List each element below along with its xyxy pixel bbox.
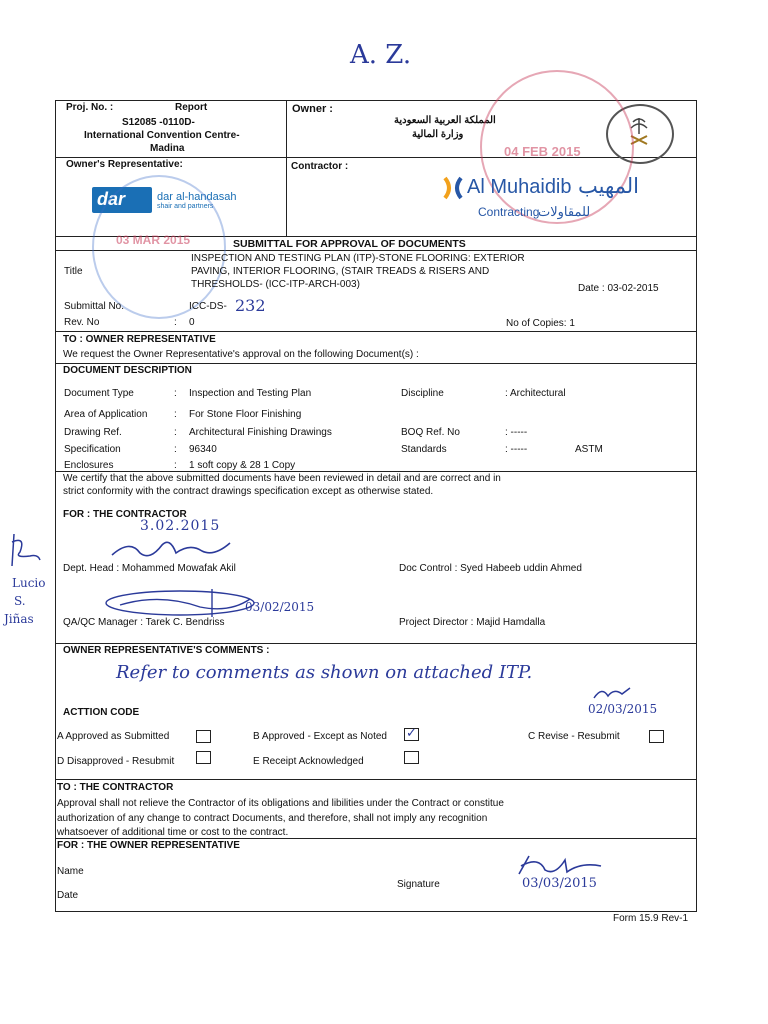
for-owner-rep-heading: FOR : THE OWNER REPRESENTATIVE [57,840,240,851]
submittal-no-prefix: ICC-DS- [189,301,227,312]
dar-logo-icon: dar [92,187,152,213]
option-d-label: D Disapproved - Resubmit [57,756,175,767]
rev-no-colon: : [174,317,177,328]
project-number: S12085 -0110D- [122,117,195,128]
owner-comment-text: Refer to comments as shown on attached ITP. [116,662,533,683]
owner-label: Owner : [292,103,333,115]
owner-sign-date: 03/03/2015 [522,876,597,891]
specification-label: Specification [64,444,121,455]
muhaidib-subtitle-arabic: للمقاولات [538,204,591,219]
owner-signature [515,852,605,878]
project-director: Project Director : Majid Hamdalla [399,617,546,628]
certify-line-1: We certify that the above submitted documents have been reviewed in detail and are correct and in [63,473,501,484]
contractor-hand-date: 3.02.2015 [140,518,221,534]
rev-no-value: 0 [189,317,195,328]
margin-note-1: Lucio [12,576,46,590]
standards-extra: ASTM [575,444,603,455]
enclosures-label: Enclosures [64,460,114,471]
no-of-copies: No of Copies: 1 [506,318,575,329]
title-label: Title [64,266,83,277]
proj-no-label: Proj. No. : [66,102,114,113]
margin-note-3: Jiñas [4,612,34,626]
margin-note-2: S. [14,594,26,608]
area-label: Area of Application [64,409,148,420]
option-e-label: E Receipt Acknowledged [253,756,364,767]
to-owner-text: We request the Owner Representative's approval on the following Document(s) : [63,349,419,360]
option-e-checkbox[interactable] [404,751,419,764]
received-stamp [480,70,634,224]
form-number: Form 15.9 Rev-1 [613,913,689,924]
area-colon: : [174,409,177,420]
reviewer-initials-signature [592,684,632,702]
drawing-ref-value: Architectural Finishing Drawings [189,427,332,438]
for-contractor-heading: FOR : THE CONTRACTOR [63,509,187,520]
report-label: Report [175,102,208,113]
title-line-2: PAVING, INTERIOR FLOORING, (STAIR TREADS & RISERS AND [191,266,490,277]
to-contractor-line-1: Approval shall not relieve the Contractor of its obligations and libilities under the Contract or constitue [57,798,504,809]
standards-label: Standards [401,444,447,455]
muhaidib-logo-icon [443,176,463,200]
specification-colon: : [174,444,177,455]
qaqc-signature [100,585,260,621]
boq-value: : ----- [505,427,528,438]
area-value: For Stone Floor Finishing [189,409,302,420]
option-b-checkbox[interactable] [404,728,419,741]
top-initials: A. Z. [350,40,412,70]
to-owner-heading: TO : OWNER REPRESENTATIVE [63,334,216,345]
submittal-no-handwritten: 232 [235,296,266,315]
date-label: Date [57,890,79,901]
action-code-heading: ACTTION CODE [63,707,140,718]
margin-signature [4,530,44,570]
option-c-checkbox[interactable] [649,730,664,743]
dar-logo-subtext: shair and partners [157,203,214,210]
doc-type-label: Document Type [64,388,134,399]
owner-comments-heading: OWNER REPRESENTATIVE'S COMMENTS : [63,645,270,656]
muhaidib-subtitle: Contracting [478,205,540,219]
owner-representative-label: Owner's Representative: [66,159,183,170]
title-line-3: THRESHOLDS- (ICC-ITP-ARCH-003) [191,279,360,290]
option-a-label: A Approved as Submitted [57,731,170,742]
owner-comment-date: 02/03/2015 [588,702,658,716]
enclosures-colon: : [174,460,177,471]
drawing-ref-colon: : [174,427,177,438]
submittal-no-label: Submittal No. [64,301,125,312]
discipline-value: : Architectural [505,388,566,399]
stamp-date-2: 03 MAR 2015 [116,233,191,247]
document-description-heading: DOCUMENT DESCRIPTION [63,365,192,376]
specification-value: 96340 [189,444,217,455]
name-label: Name [57,866,84,877]
submittal-heading: SUBMITTAL FOR APPROVAL OF DOCUMENTS [233,238,466,250]
drawing-ref-label: Drawing Ref. [64,427,122,438]
dar-logo-text: dar al-handasah [157,191,237,203]
discipline-label: Discipline [401,388,444,399]
muhaidib-name: Al Muhaidib [467,176,572,198]
option-d-checkbox[interactable] [196,751,211,764]
rev-no-label: Rev. No [64,317,100,328]
muhaidib-arabic: المهيب [578,175,640,198]
doc-type-colon: : [174,388,177,399]
to-contractor-line-2: authorization of any change to contract Documents, and therefore, shall not imply any recognition [57,813,488,824]
doc-control: Doc Control : Syed Habeeb uddin Ahmed [399,563,582,574]
option-a-checkbox[interactable] [196,730,211,743]
enclosures-value: 1 soft copy & 28 1 Copy [189,460,296,471]
qaqc-hand-date: 03/02/2015 [245,600,315,614]
stamp-date-1: 04 FEB 2015 [504,144,581,159]
owner-arabic-line-1: المملكة العربية السعودية [394,115,496,126]
project-name-line-1: International Convention Centre- [84,130,240,141]
title-line-1: INSPECTION AND TESTING PLAN (ITP)-STONE FLOORING: EXTERIOR [191,253,525,264]
dept-head-signature [110,535,240,563]
owner-rep-stamp [92,175,226,319]
owner-arabic-line-2: وزارة المالية [412,129,464,140]
certify-line-2: strict conformity with the contract drawings specification except as otherwise stated. [63,486,434,497]
to-contractor-heading: TO : THE CONTRACTOR [57,782,174,793]
dept-head: Dept. Head : Mohammed Mowafak Akil [63,563,236,574]
boq-label: BOQ Ref. No [401,427,460,438]
signature-label: Signature [397,879,440,890]
to-contractor-line-3: whatsoever of additional time or cost to the contract. [57,827,289,838]
submittal-date: Date : 03-02-2015 [578,283,659,294]
project-name-line-2: Madina [150,143,185,154]
standards-value: : ----- [505,444,528,455]
checkmark-icon: ✓ [406,726,417,741]
contractor-label: Contractor : [291,161,349,172]
qaqc-manager: QA/QC Manager : Tarek C. Bendriss [63,617,225,628]
option-b-label: B Approved - Except as Noted [253,731,387,742]
option-c-label: C Revise - Resubmit [528,731,620,742]
doc-type-value: Inspection and Testing Plan [189,388,312,399]
